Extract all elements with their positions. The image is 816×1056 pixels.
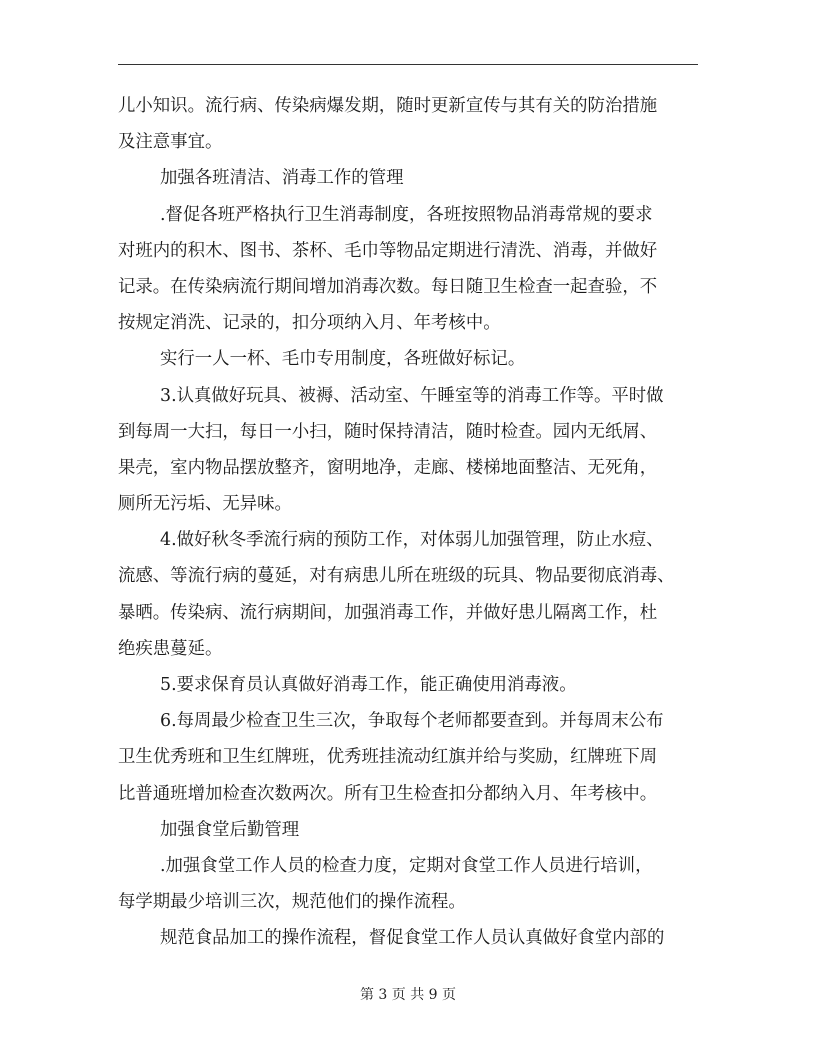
text-line: 对班内的积木、图书、茶杯、毛巾等物品定期进行清洗、消毒，并做好 [118,240,658,261]
text-line: 6.每周最少检查卫生三次，争取每个老师都要查到。并每周末公布 [160,711,664,732]
text-line: .督促各班严格执行卫生消毒制度，各班按照物品消毒常规的要求 [160,204,653,225]
text-line: 比普通班增加检查次数两次。所有卫生检查扣分都纳入月、年考核中。 [118,783,658,804]
text-line: 4.做好秋冬季流行病的预防工作，对体弱儿加强管理，防止水痘、 [160,530,664,551]
text-line: 每学期最少培训三次，规范他们的操作流程。 [118,892,466,913]
page-number: 第 3 页 共 9 页 [359,987,457,1003]
text-line: 到每周一大扫，每日一小扫，随时保持清洁，随时检查。园内无纸屑、 [118,421,658,442]
text-line: 儿小知识。流行病、传染病爆发期，随时更新宣传与其有关的防治措施 [118,96,658,116]
text-line: 流感、等流行病的蔓延，对有病患儿所在班级的玩具、物品要彻底消毒、 [118,566,675,587]
text-line: 及注意事宜。 [118,132,223,153]
text-line: .加强食堂工作人员的检查力度，定期对食堂工作人员进行培训， [160,855,653,876]
text-line: 记录。在传染病流行期间增加消毒次数。每日随卫生检查一起查验，不 [118,276,658,297]
text-line: 按规定消洗、记录的，扣分项纳入月、年考核中。 [118,313,501,334]
text-line: 暴晒。传染病、流行病期间，加强消毒工作，并做好患儿隔离工作，杜 [118,602,658,623]
section-heading: 加强各班清洁、消毒工作的管理 [160,168,404,189]
text-line: 3.认真做好玩具、被褥、活动室、午睡室等的消毒工作等。平时做 [160,385,664,406]
text-line: 实行一人一杯、毛巾专用制度，各班做好标记。 [160,349,526,370]
text-line: 厕所无污垢、无异味。 [118,494,292,515]
text-line: 5.要求保育员认真做好消毒工作，能正确使用消毒液。 [160,675,577,695]
text-line: 规范食品加工的操作流程，督促食堂工作人员认真做好食堂内部的 [160,928,665,949]
header-rule [118,64,698,65]
section-heading: 加强食堂后勤管理 [160,819,300,840]
text-line: 绝疾患蔓延。 [118,638,223,659]
text-line: 卫生优秀班和卫生红牌班，优秀班挂流动红旗并给与奖励，红牌班下周 [118,747,658,768]
document-body [118,88,698,957]
text-line: 果壳，室内物品摆放整齐，窗明地净，走廊、楼梯地面整洁、无死角， [118,457,658,478]
